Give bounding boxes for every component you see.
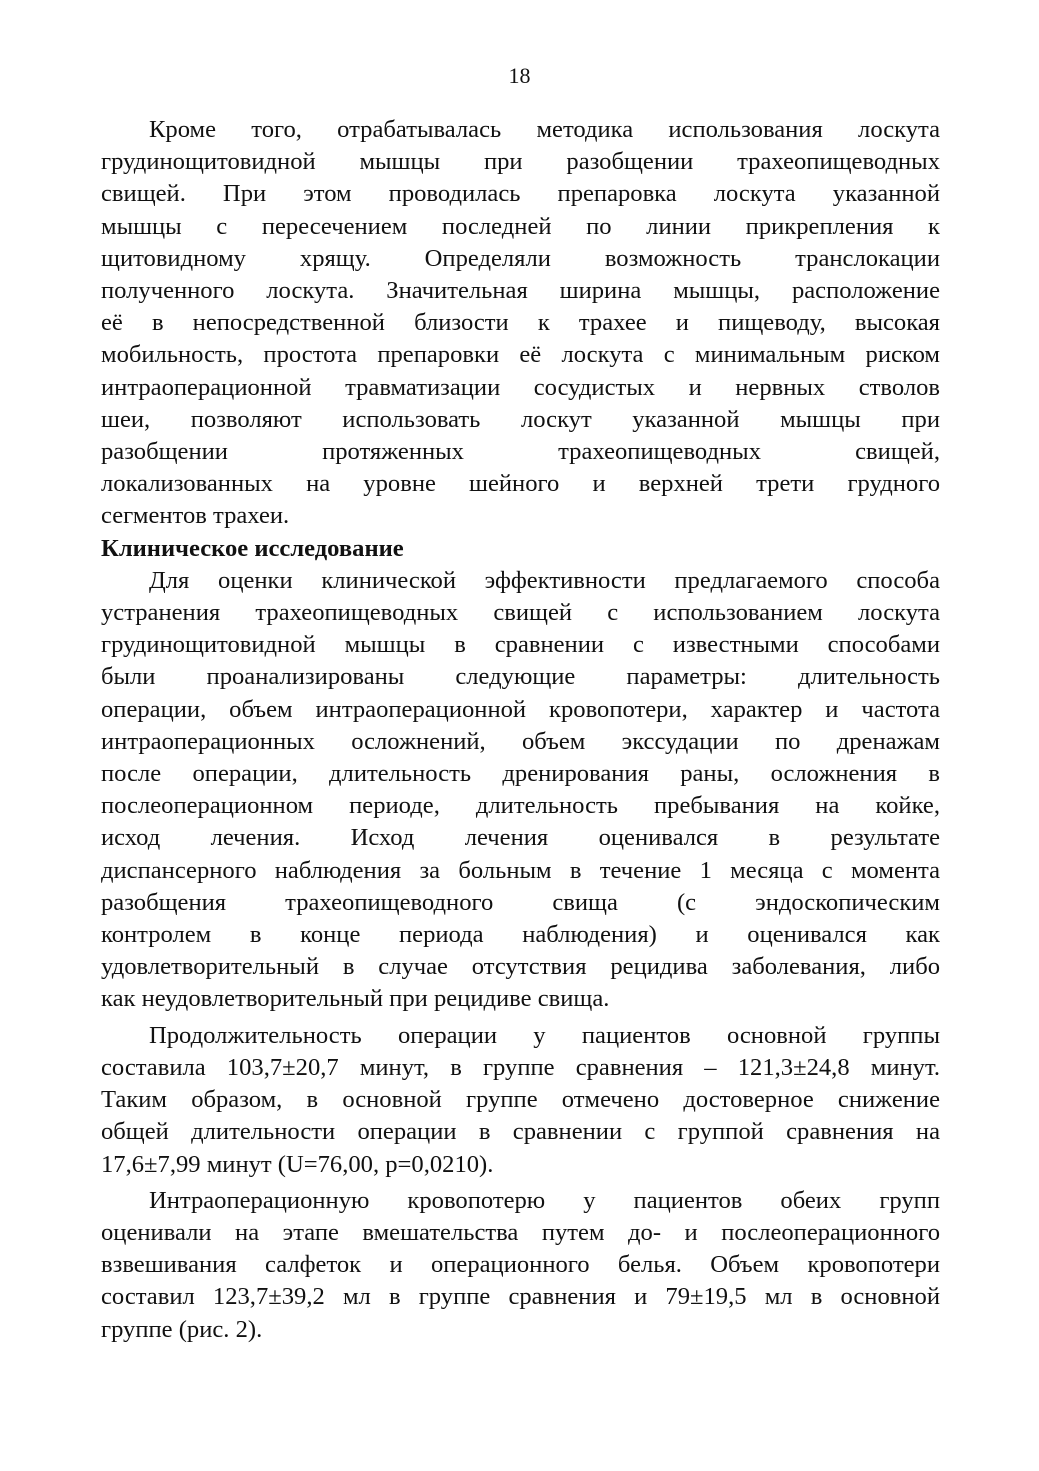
text-line: контролем в конце периода наблюдения) и оценивался как (101, 921, 940, 949)
paragraph-operation-duration (101, 1020, 940, 1181)
text-line: разобщении протяженных трахеопищеводных свищей, (101, 438, 940, 466)
text-line: общей длительности операции в сравнении с группой сравнения на (101, 1118, 940, 1146)
text-line: грудинощитовидной мышцы в сравнении с известными способами (101, 631, 940, 659)
text-line: оценивали на этапе вмешательства путем до- и послеоперационного (101, 1218, 940, 1246)
text-line: интраоперационной травматизации сосудистых и нервных стволов (101, 373, 940, 401)
text-line: диспансерного наблюдения за больным в течение 1 месяца с момента (101, 856, 940, 884)
text-line: взвешивания салфеток и операционного белья. Объем кровопотери (101, 1251, 940, 1279)
document-page (101, 60, 940, 1346)
text-line: удовлетворительный в случае отсутствия рецидива заболевания, либо (101, 953, 940, 981)
text-line: шеи, позволяют использовать лоскут указанной мышцы при (101, 405, 940, 433)
text-line: интраоперационных осложнений, объем экссудации по дренажам (101, 727, 940, 755)
text-line: были проанализированы следующие параметры: длительность (101, 663, 940, 691)
text-line: полученного лоскута. Значительная ширина мышцы, расположение (101, 277, 940, 305)
text-line: разобщения трахеопищеводного свища (с эндоскопическим (101, 888, 940, 916)
text-line: составил 123,7±39,2 мл в группе сравнения и 79±19,5 мл в основной (101, 1283, 940, 1311)
text-line: операции, объем интраоперационной кровопотери, характер и частота (101, 695, 940, 723)
section-heading: Клиническое исследование (101, 534, 404, 562)
text-line: 17,6±7,99 минут (U=76,00, p=0,0210). (101, 1150, 494, 1178)
text-line: устранения трахеопищеводных свищей с использованием лоскута (101, 599, 940, 627)
text-line: послеоперационном периоде, длительность пребывания на койке, (101, 792, 940, 820)
text-line: мобильность, простота препаровки её лоскута с минимальным риском (101, 341, 940, 369)
text-line: исход лечения. Исход лечения оценивался в результате (101, 824, 940, 852)
text-line: Кроме того, отрабатывалась методика использования лоскута (149, 116, 940, 143)
paragraph-flap-technique (101, 114, 940, 533)
text-line: грудинощитовидной мышцы при разобщении трахеопищеводных (101, 148, 940, 176)
text-line: Для оценки клинической эффективности предлагаемого способа (149, 566, 940, 594)
paragraph-blood-loss (101, 1185, 940, 1346)
text-line: её в непосредственной близости к трахее и пищеводу, высокая (101, 309, 940, 337)
text-line: свищей. При этом проводилась препаровка лоскута указанной (101, 180, 940, 208)
text-line: после операции, длительность дренирования раны, осложнения в (101, 760, 940, 788)
text-line: локализованных на уровне шейного и верхней трети грудного (101, 470, 940, 498)
text-line: Таким образом, в основной группе отмечено достоверное снижение (101, 1086, 940, 1114)
text-line: мышцы с пересечением последней по линии прикрепления к (101, 212, 940, 240)
text-line: группе (рис. 2). (101, 1315, 263, 1343)
text-line: Продолжительность операции у пациентов основной группы (149, 1021, 940, 1049)
text-line: как неудовлетворительный при рецидиве свища. (101, 985, 610, 1013)
text-line: щитовидному хрящу. Определяли возможность транслокации (101, 244, 940, 272)
text-line: составила 103,7±20,7 минут, в группе сравнения – 121,3±24,8 минут. (101, 1053, 940, 1081)
paragraph-clinical-parameters (101, 565, 940, 1016)
page-number: 18 (508, 63, 531, 88)
text-line: сегментов трахеи. (101, 502, 290, 530)
text-line: Интраоперационную кровопотерю у пациентов обеих групп (149, 1186, 940, 1214)
